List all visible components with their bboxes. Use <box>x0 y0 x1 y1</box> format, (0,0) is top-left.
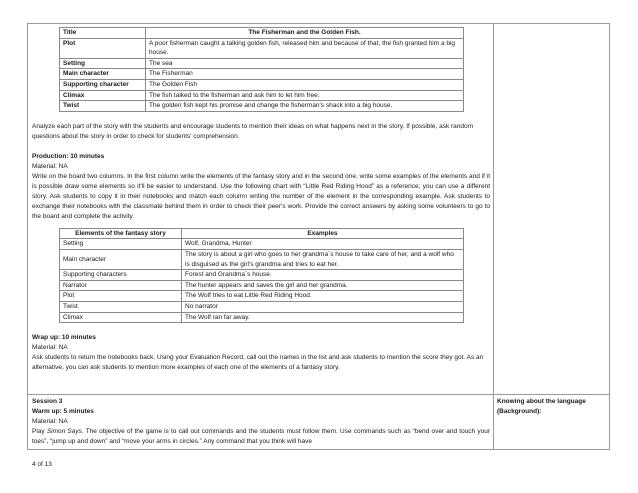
row-label: Supporting character <box>60 79 146 90</box>
table-row <box>60 301 464 312</box>
element-cell: Twist <box>60 301 182 312</box>
fantasy-elements-table <box>59 228 464 323</box>
warm-up-body <box>32 427 490 447</box>
table-row <box>60 249 464 269</box>
session-divider <box>28 394 609 395</box>
example-cell: The hunter appears and saves the girl and her grandma. <box>182 280 464 291</box>
row-label: Plot <box>60 38 146 58</box>
table-header-row <box>60 28 464 39</box>
production-body: Write on the board two columns. In the first column write the elements of the fantasy story and in the second one, write some examples of the elements and if it is possible draw some elements so it'll be easier to understand. Use the following chart with “Little Red Riding Hood” as a reference; you can use a different story. Ask students to copy it in their notebooks and match each column writing the number of the element in the corresponding example. Ask students to exchange their notebooks with the classmate behind them in order to check their peer's work. Provide the correct answers by asking some volunteers to go to the board and complete the activity. <box>32 172 490 220</box>
table-header-cell: Title <box>60 28 146 39</box>
table-row <box>60 101 464 112</box>
row-label: Twist <box>60 101 146 112</box>
table-row <box>60 38 464 58</box>
game-name: Simon Says <box>46 428 82 435</box>
example-cell: The story is about a girl who goes to her grandma´s house to take care of her, and a wolf who is disguised as the girl's grandma and tries to eat her. <box>182 249 464 269</box>
example-cell: The Wolf tries to eat Little Red Riding Hood. <box>182 291 464 302</box>
column-divider <box>493 24 494 449</box>
element-cell: Climax <box>60 312 182 323</box>
warm-up-body-start: Play <box>32 428 47 435</box>
row-label: Climax <box>60 90 146 101</box>
lesson-plan-frame <box>27 23 610 450</box>
main-column <box>32 27 490 373</box>
wrap-up-heading: Wrap up: 10 minutes <box>32 334 96 342</box>
story-elements-table <box>59 27 464 112</box>
table-header-cell: Elements of the fantasy story <box>60 228 182 239</box>
row-value: The golden fish kept his promise and change the fisherman's shack into a big house. <box>146 101 464 112</box>
analyze-paragraph: Analyze each part of the story with the students and encourage students to mention their ideas on what happens next in the story. If possible, ask random questions about the story in order to check for students' comprehension. <box>32 122 474 140</box>
table-row <box>60 270 464 281</box>
sidebar-section <box>497 397 607 417</box>
table-row <box>60 291 464 302</box>
element-cell: Narrator <box>60 280 182 291</box>
table-header-cell: The Fisherman and the Golden Fish. <box>146 28 464 39</box>
table-row <box>60 58 464 69</box>
session-3-section <box>32 397 490 447</box>
warm-up-heading: Warm up: 5 minutes <box>32 408 94 415</box>
table-row <box>60 90 464 101</box>
page-number: 4 of 13 <box>32 461 52 468</box>
row-value: The fish talked to the fisherman and ask him to let him free. <box>146 90 464 101</box>
example-cell: No narrator <box>182 301 464 312</box>
table-row <box>60 69 464 80</box>
row-value: A poor fisherman caught a talking golden fish, released him and because of that, the fish granted him a big house. <box>146 38 464 58</box>
element-cell: Supporting characters <box>60 270 182 281</box>
table-row <box>60 79 464 90</box>
example-cell: The Wolf ran far away. <box>182 312 464 323</box>
wrap-up-body: Ask students to return the notebooks back. Using your Evaluation Record, call out the names in the list and ask students to mention the score they got. As an alternative, you can ask students to mention more examples of each one of the elements of a fantasy story. <box>32 354 484 372</box>
wrap-up-material: Material: NA <box>32 344 68 352</box>
session-heading: Session 3 <box>32 398 63 405</box>
element-cell: Main character <box>60 249 182 269</box>
row-value: The Golden Fish <box>146 79 464 90</box>
table-header-cell: Examples <box>182 228 464 239</box>
row-value: The sea <box>146 58 464 69</box>
row-label: Main character <box>60 69 146 80</box>
element-cell: Plot <box>60 291 182 302</box>
warm-up-body-rest: . The objective of the game is to call out commands and the students must follow them. Use commands such as “bend over and touch your toes”, “jump up and down” and “move your arms in circles.” Any command that you think will have <box>32 428 490 445</box>
production-heading: Production: 10 minutes <box>32 152 105 160</box>
row-label: Setting <box>60 58 146 69</box>
table-row <box>60 239 464 250</box>
table-row <box>60 280 464 291</box>
table-row <box>60 312 464 323</box>
element-cell: Setting <box>60 239 182 250</box>
sidebar-heading: Knowing about the language <box>497 398 586 405</box>
row-value: The Fisherman <box>146 69 464 80</box>
production-material: Material: NA <box>32 162 68 170</box>
example-cell: Forest and Grandma´s house. <box>182 270 464 281</box>
example-cell: Wolf, Grandma, Hunter <box>182 239 464 250</box>
warm-up-material: Material: NA <box>32 418 68 425</box>
sidebar-subheading: (Background): <box>497 408 542 415</box>
table-header-row <box>60 228 464 239</box>
